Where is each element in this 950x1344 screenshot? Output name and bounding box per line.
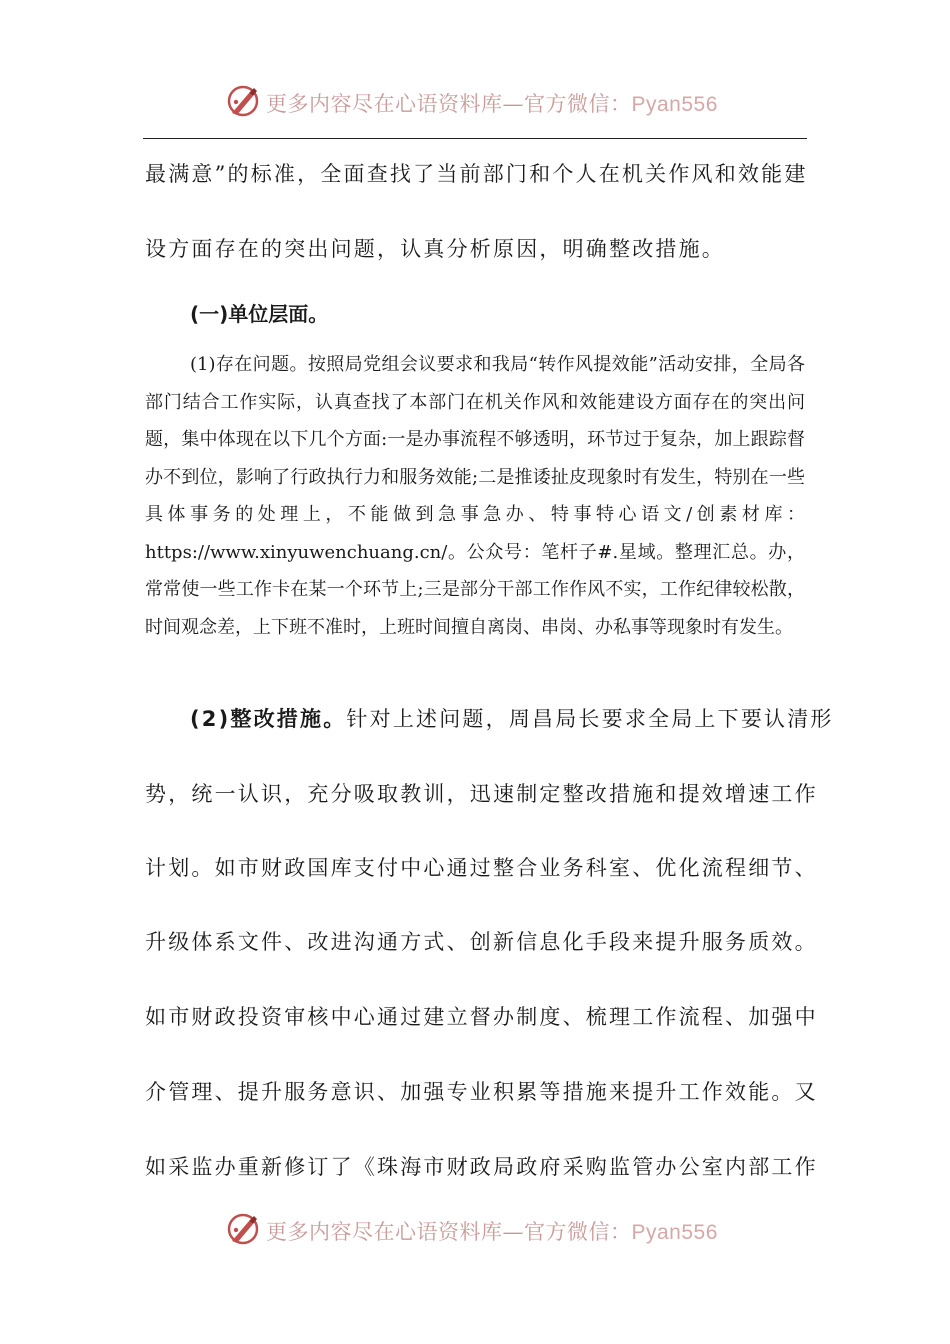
banner-wechat-id: Pyan556 (631, 93, 718, 116)
banner-text (266, 1216, 718, 1246)
measures-line: 如采监办重新修订了《珠海市财政局政府采购监管办公室内部工作 (145, 1155, 818, 1179)
measures-line: 介管理、提升服务意识、加强专业积累等措施来提升工作效能。又 (145, 1080, 818, 1104)
banner-wechat-id: Pyan556 (631, 1221, 718, 1244)
measures-line: 势，统一认识，充分吸取教训，迅速制定整改措施和提效增速工作 (145, 782, 818, 806)
problems-paragraph: (1)存在问题。按照局党组会议要求和我局“转作风提效能”活动安排，全局各部门结合工作实际，认真查找了本部门在机关作风和效能建设方面存在的突出问题，集中体现在以下几个方面:一是办事流程不够透明，环节过于复杂，加上跟踪督办不到位，影响了行政执行力和服务效能;二是推诿扯皮现象时有发生，特别在一些具体事务的处理上，不能做到急事急办、特事特心语文/创素材库：https://www.xinyuwenchuang.cn/。公众号：笔杆子#.星域。整理汇总。办，常常使一些工作卡在某一个环节上;三是部分干部工作作风不实，工作纪律较松散，时间观念差，上下班不准时，上班时间擅自离岗、串岗、办私事等现象时有发生。 (145, 354, 805, 638)
intro-line: 最满意”的标准，全面查找了当前部门和个人在机关作风和效能建 (145, 162, 808, 186)
measures-line: 如市财政投资审核中心通过建立督办制度、梳理工作流程、加强中 (145, 1005, 818, 1029)
measures-label: (2)整改措施。 (190, 707, 347, 731)
pen-logo-icon (226, 1212, 260, 1246)
measures-line: 计划。如市财政国库支付中心通过整合业务科室、优化流程细节、 (145, 856, 818, 880)
intro-line: 设方面存在的突出问题，认真分析原因，明确整改措施。 (145, 237, 725, 261)
measures-first-text: 针对上述问题，周昌局长要求全局上下要认清形 (346, 707, 834, 731)
measures-first-line (190, 703, 834, 733)
header-rule (143, 138, 807, 139)
banner-text-cn: 更多内容尽在心语资料库—官方微信： (266, 92, 632, 116)
measures-line: 升级体系文件、改进沟通方式、创新信息化手段来提升服务质效。 (145, 930, 818, 954)
header-banner (0, 82, 950, 122)
banner-text-cn: 更多内容尽在心语资料库—官方微信： (266, 1220, 632, 1244)
banner-text (266, 88, 718, 118)
footer-banner (0, 1210, 950, 1250)
section-heading: (一)单位层面。 (190, 302, 329, 326)
pen-logo-icon (226, 84, 260, 118)
